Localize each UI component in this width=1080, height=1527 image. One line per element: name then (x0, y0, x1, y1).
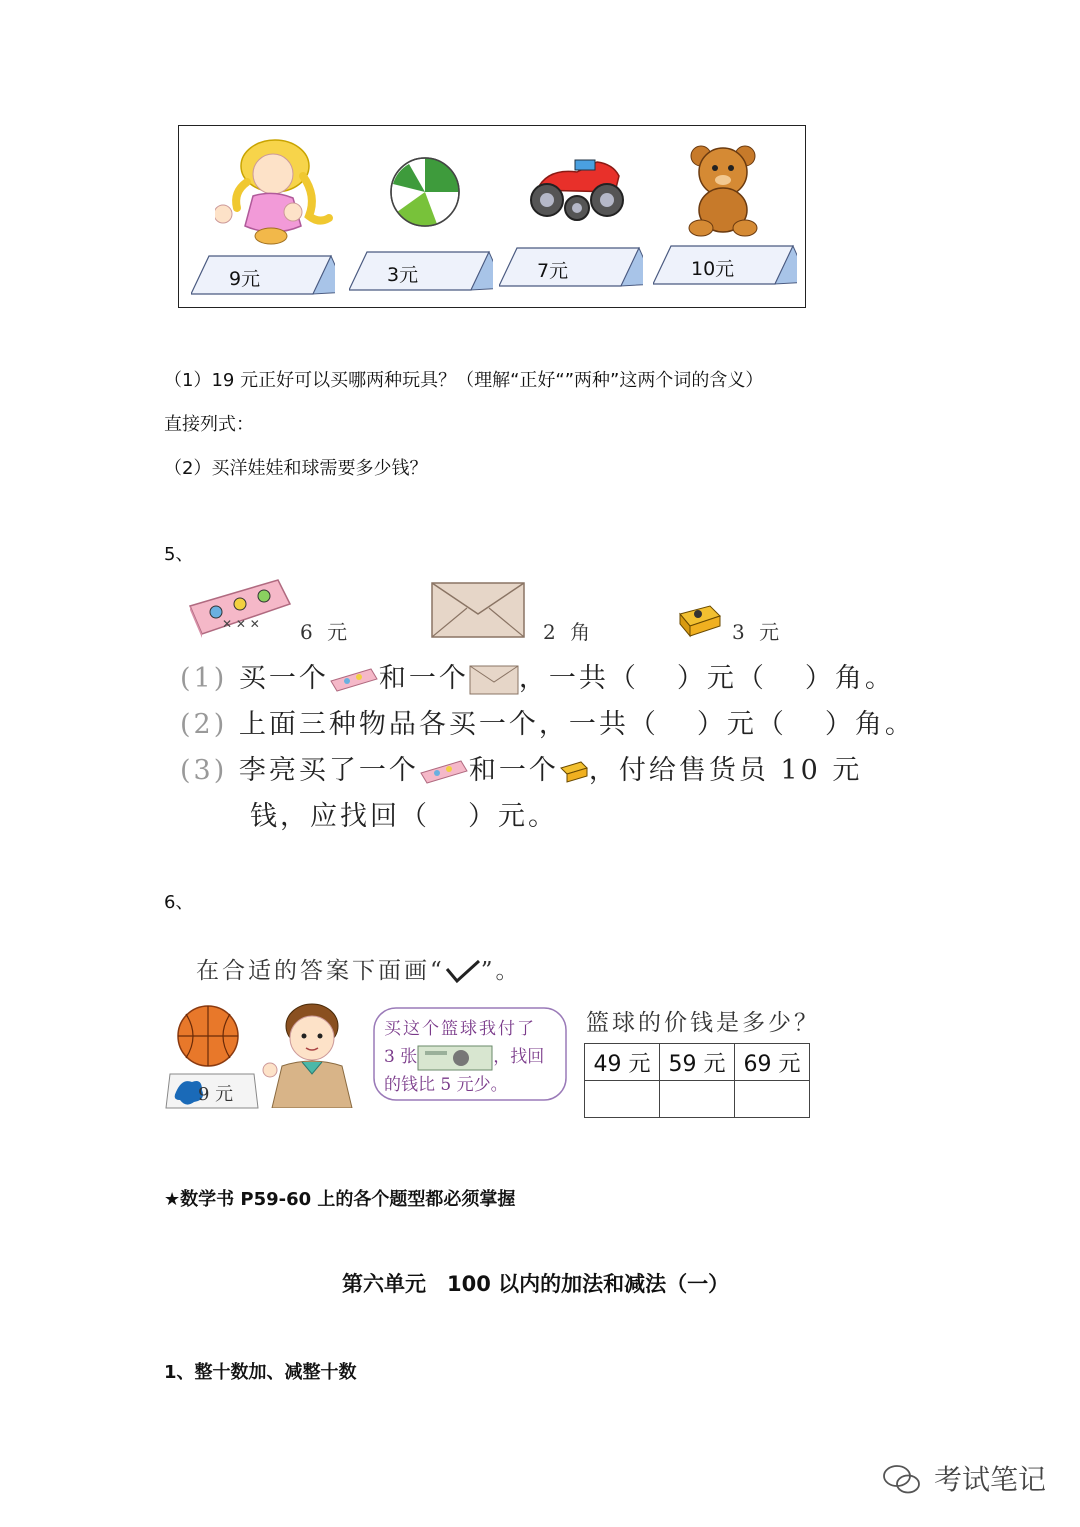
option-cell: 69 元 (735, 1044, 810, 1081)
pencil-box-price: 6 元 (300, 620, 352, 644)
price-tag (499, 246, 639, 288)
price-label: 7元 (537, 260, 569, 282)
question-4-2: （2）买洋娃娃和球需要多少钱？ (164, 458, 428, 479)
svg-text:✕ ✕ ✕: ✕ ✕ ✕ (222, 617, 260, 631)
checkmark-icon (445, 959, 481, 985)
price-label: 9元 (229, 268, 261, 290)
question-6-instruction: 在合适的答案下面画“ ”。 (196, 958, 522, 984)
unit-title: 第六单元 100 以内的加法和减法（一） (342, 1272, 730, 1296)
basketball-price: 9 元 (198, 1084, 234, 1105)
price-tag (191, 254, 331, 296)
sharpener-price: 3 元 (732, 620, 784, 644)
question-5-line-2: (2) 上面三种物品各买一个，一共（ ）元（ ）角。 (180, 709, 915, 740)
speech-line-3: 的钱比 5 元少。 (384, 1075, 508, 1095)
basketball-price-tag (164, 1072, 256, 1108)
item-number: (2) (180, 709, 228, 740)
pencil-box-icon (329, 667, 379, 693)
question-5-line-3: (3) 李亮买了一个 和一个 ，付给售货员 10 元 (180, 755, 863, 786)
price-label: 3元 (387, 264, 419, 286)
basketball-question: 篮球的价钱是多少？ (586, 1010, 820, 1036)
pencil-box-icon (419, 759, 469, 785)
toy-car-illustration (525, 154, 629, 222)
answer-table (584, 1043, 810, 1118)
sharpener-icon (559, 760, 589, 784)
envelope-illustration (431, 582, 525, 638)
boy-illustration (262, 996, 362, 1108)
price-tag (349, 250, 489, 292)
envelope-price: 2 角 (543, 620, 595, 644)
question-5-line-1: (1) 买一个 和一个 ，一共（ ）元（ ）角。 (180, 663, 895, 694)
answer-cell[interactable] (660, 1081, 735, 1118)
answer-cell[interactable] (735, 1081, 810, 1118)
watermark-text: 考试笔记 (934, 1463, 1047, 1496)
speech-line-1: 买这个篮球我付了 (384, 1019, 536, 1039)
option-cell: 59 元 (660, 1044, 735, 1081)
speech-line-2: 3 张 ，找回 (384, 1042, 544, 1071)
toy-price-box (178, 125, 806, 308)
section-1-heading: 1、整十数加、减整十数 (164, 1362, 357, 1383)
banknote-icon (417, 1045, 493, 1071)
question-5-line-4: 钱，应找回（ ）元。 (250, 801, 558, 832)
pencil-box-illustration (186, 578, 292, 638)
question-5-number: 5、 (164, 544, 194, 565)
formula-label: 直接列式： (164, 414, 254, 435)
option-cell: 49 元 (585, 1044, 660, 1081)
basketball-illustration (176, 1004, 240, 1068)
sharpener-illustration (676, 604, 722, 638)
answer-cell[interactable] (585, 1081, 660, 1118)
question-6-number: 6、 (164, 892, 194, 913)
doll-illustration (215, 136, 337, 248)
price-tag (653, 244, 793, 286)
question-4-1: （1）19 元正好可以买哪两种玩具？（理解“正好“”两种”这两个词的含义） (164, 370, 764, 391)
textbook-note: ★数学书 P59-60 上的各个题型都必须掌握 (164, 1189, 516, 1210)
wechat-icon (882, 1464, 922, 1494)
price-label: 10元 (691, 258, 735, 280)
teddy-bear-illustration (685, 142, 765, 238)
envelope-icon (469, 665, 519, 695)
item-number: (1) (180, 663, 228, 694)
ball-illustration (389, 156, 461, 228)
speech-bubble (370, 1006, 570, 1102)
item-number: (3) (180, 755, 228, 786)
